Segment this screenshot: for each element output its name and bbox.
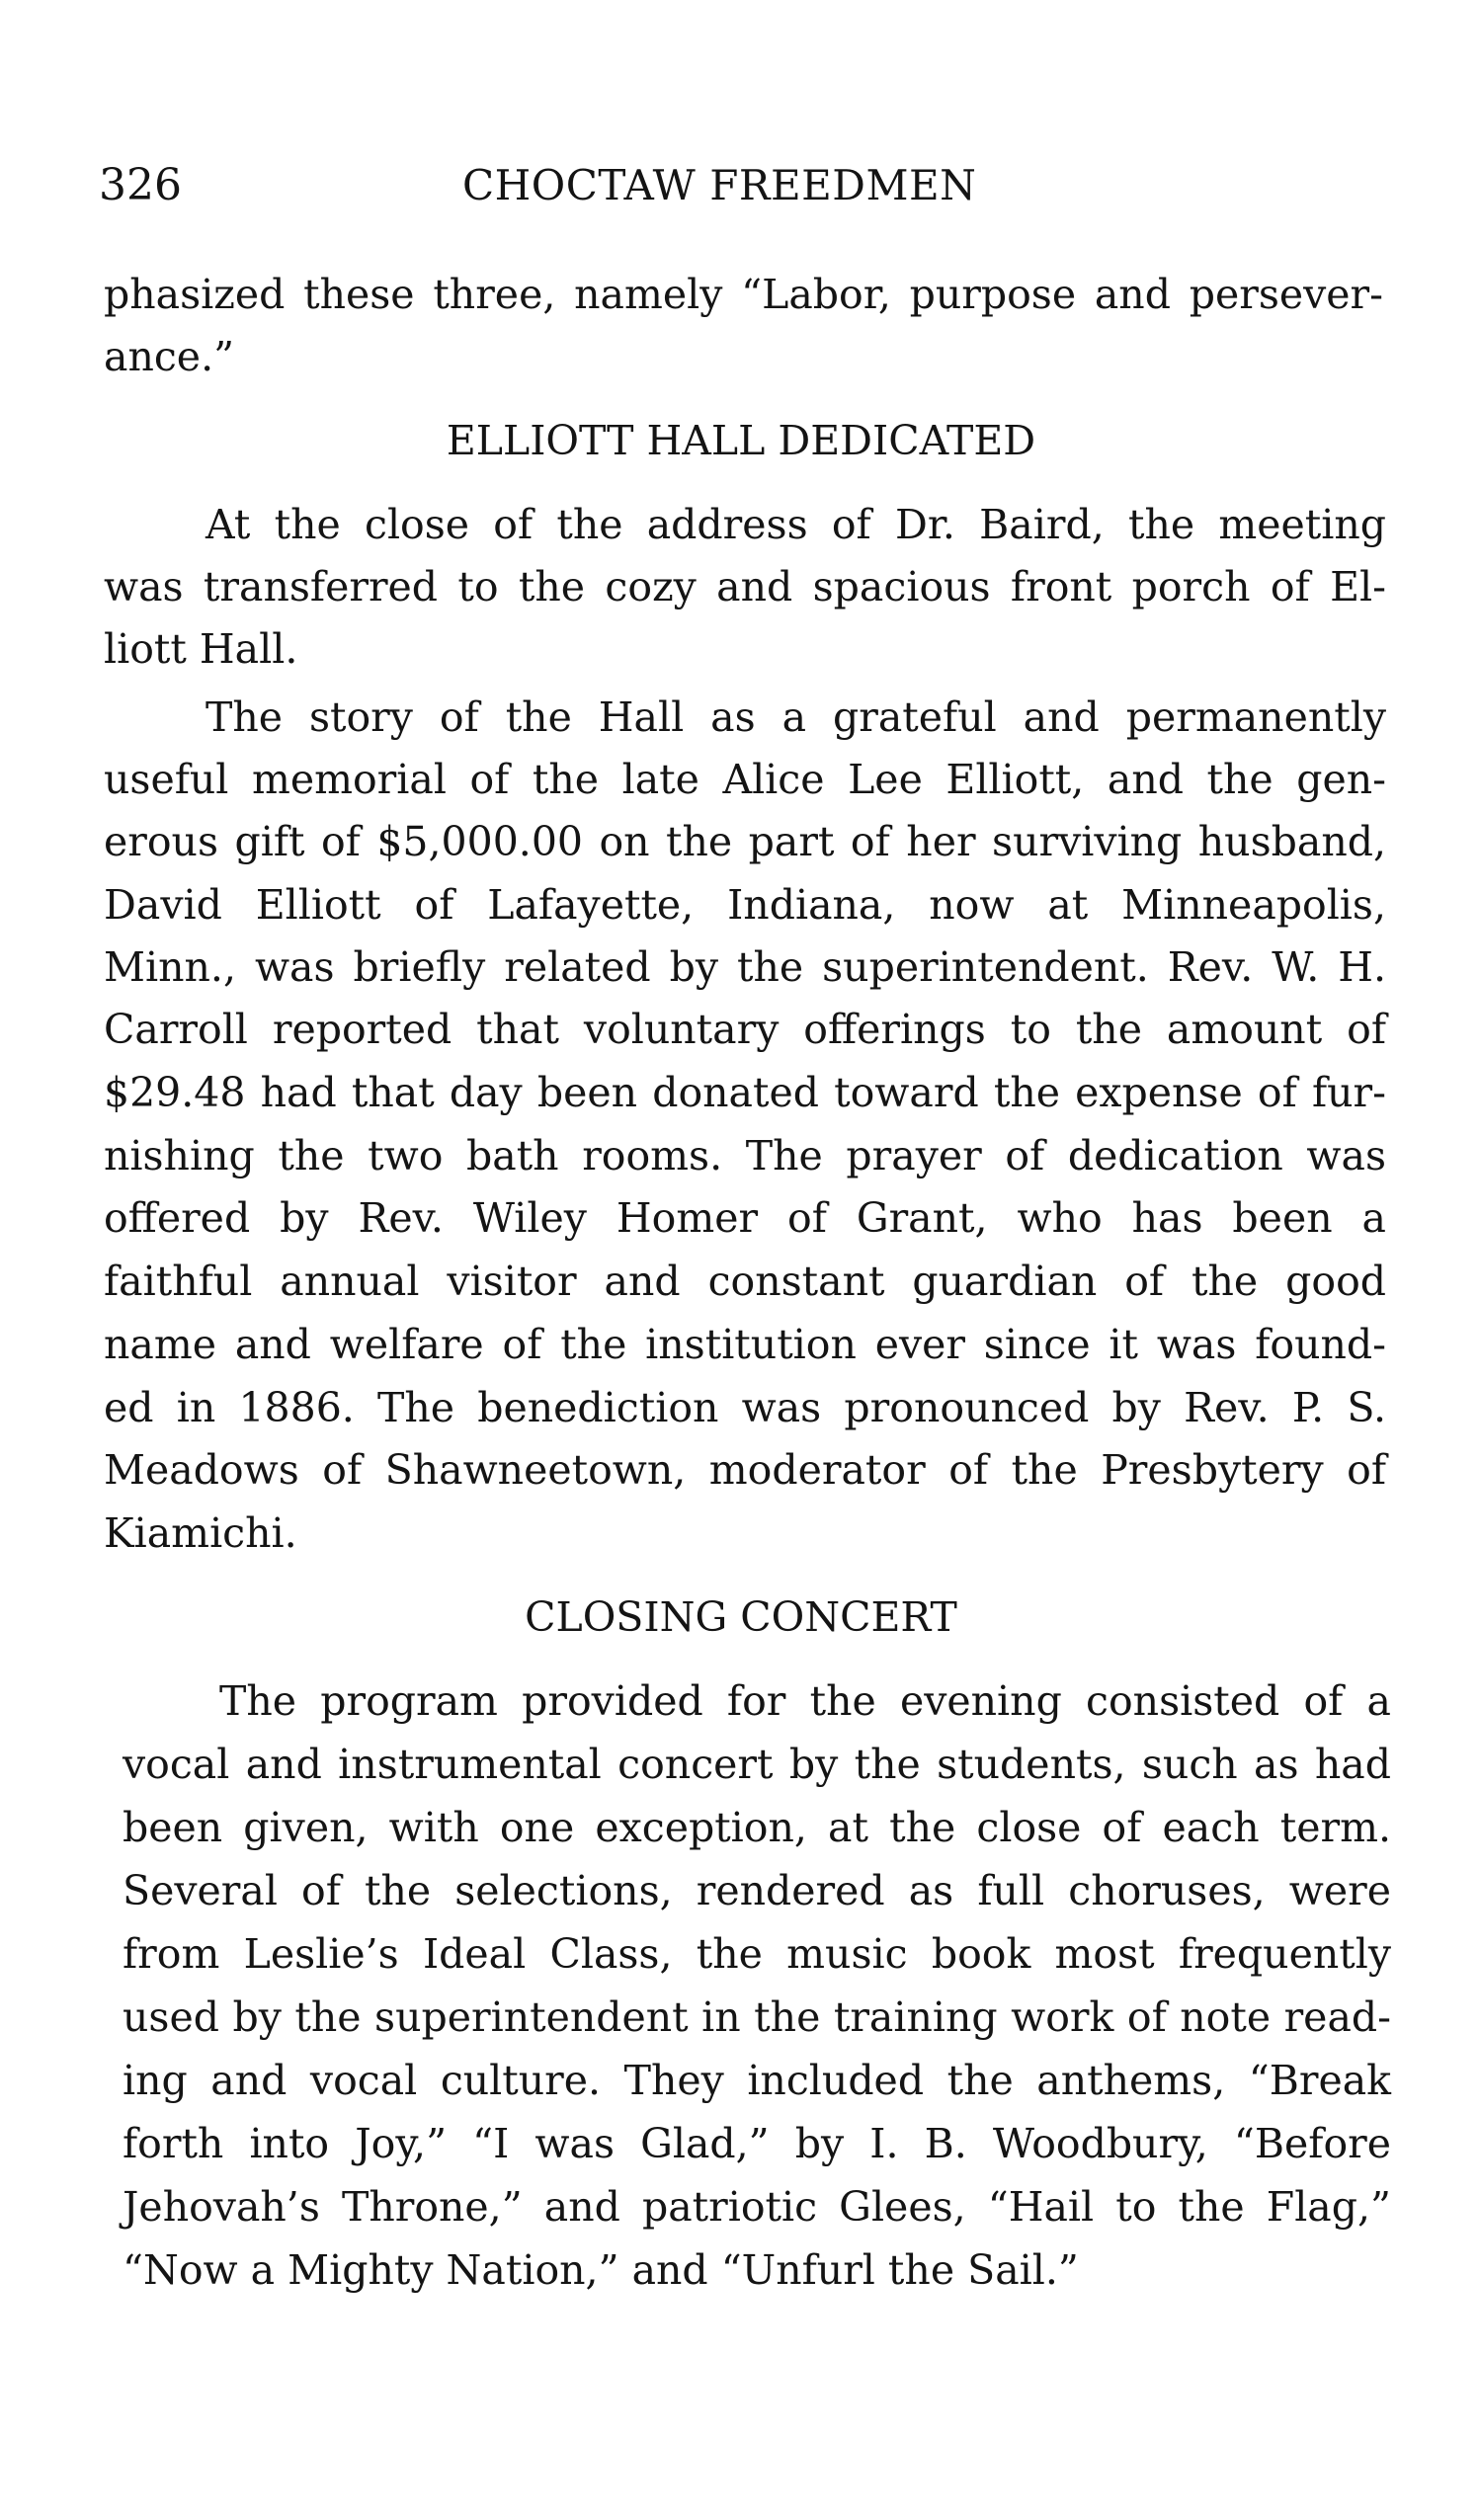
text-line: At the close of the address of Dr. Baird, the meeting: [205, 501, 1386, 548]
text-line: Jehovah’s Throne,” and patriotic Glees, “Hail to the Flag,”: [123, 2183, 1391, 2231]
text-line: liott Hall.: [104, 625, 298, 673]
text-line: nishing the two bath rooms. The prayer of dedication was: [104, 1132, 1386, 1179]
text-line: from Leslie’s Ideal Class, the music book most frequently: [123, 1930, 1391, 1978]
text-line: Kiamichi.: [104, 1509, 297, 1557]
text-line: Carroll reported that voluntary offerings to the amount of: [104, 1006, 1386, 1053]
section-heading: ELLIOTT HALL DEDICATED: [446, 417, 1036, 464]
text-line: erous gift of $5,000.00 on the part of her surviving husband,: [104, 818, 1386, 865]
text-line: David Elliott of Lafayette, Indiana, now at Minneapolis,: [104, 881, 1386, 929]
running-head: [99, 156, 1383, 215]
text-line: ance.”: [104, 333, 235, 380]
text-line: ing and vocal culture. They included the anthems, “Break: [123, 2057, 1391, 2104]
text-line: been given, with one exception, at the close of each term.: [123, 1804, 1391, 1851]
text-line: faithful annual visitor and constant guardian of the good: [104, 1258, 1386, 1305]
text-line: Meadows of Shawneetown, moderator of the Presbytery of: [104, 1446, 1386, 1494]
text-line: used by the superintendent in the training work of note read-: [123, 1993, 1391, 2041]
text-line: ed in 1886. The benediction was pronounced by Rev. P. S.: [104, 1384, 1386, 1431]
text-line: $29.48 had that day been donated toward the expense of fur-: [104, 1069, 1386, 1116]
section-heading: CLOSING CONCERT: [525, 1593, 957, 1641]
text-line: was transferred to the cozy and spacious front porch of El-: [104, 563, 1386, 610]
text-line: The story of the Hall as a grateful and permanently: [205, 693, 1386, 741]
text-line: Minn., was briefly related by the superintendent. Rev. W. H.: [104, 943, 1386, 991]
text-line: offered by Rev. Wiley Homer of Grant, who has been a: [104, 1194, 1386, 1242]
text-line: name and welfare of the institution ever since it was found-: [104, 1321, 1386, 1368]
text-line: Several of the selections, rendered as full choruses, were: [123, 1867, 1391, 1914]
text-line: useful memorial of the late Alice Lee Elliott, and the gen-: [104, 756, 1386, 803]
running-title: CHOCTAW FREEDMEN: [462, 161, 977, 209]
text-line: The program provided for the evening consisted of a: [219, 1677, 1391, 1725]
text-line: phasized these three, namely “Labor, purpose and persever-: [104, 271, 1383, 318]
text-line: “Now a Mighty Nation,” and “Unfurl the Sail.”: [123, 2246, 1079, 2294]
text-line: forth into Joy,” “I was Glad,” by I. B. Woodbury, “Before: [123, 2120, 1391, 2167]
page-number: 326: [99, 160, 182, 210]
text-line: vocal and instrumental concert by the students, such as had: [123, 1741, 1391, 1788]
